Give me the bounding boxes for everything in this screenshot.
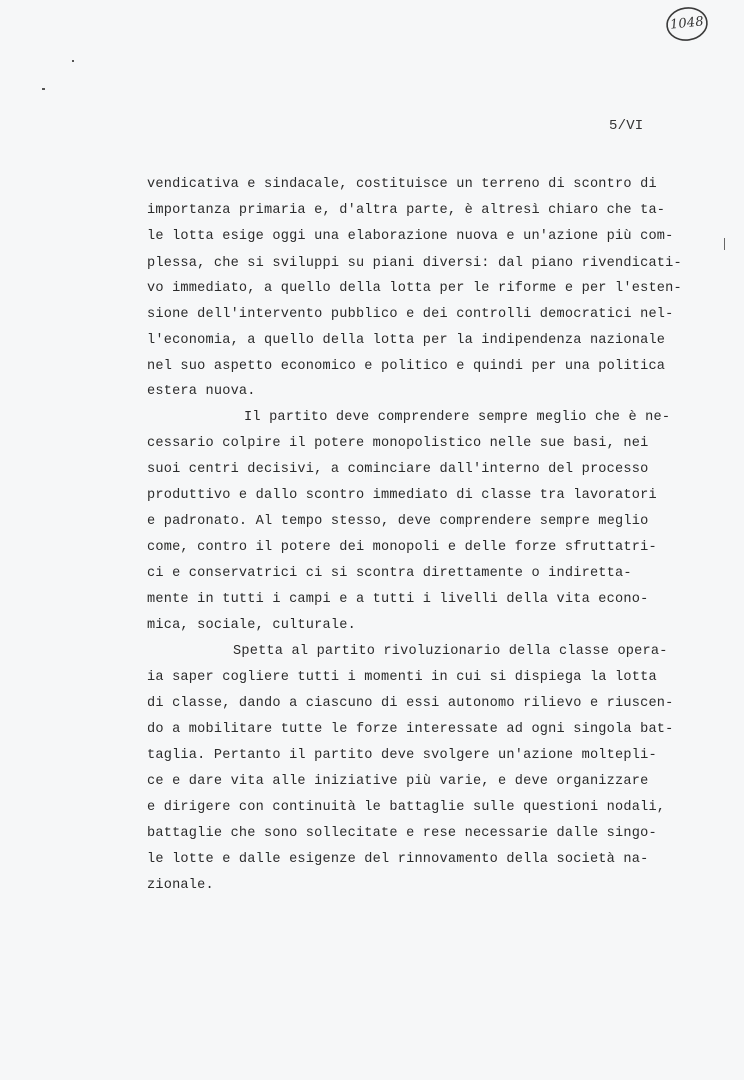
text-line: produttivo e dallo scontro immediato di classe tra lavoratori <box>147 488 657 503</box>
text-line: mente in tutti i campi e a tutti i livelli della vita econo- <box>147 592 649 607</box>
text-line: le lotta esige oggi una elaborazione nuova e un'azione più com- <box>147 229 674 244</box>
text-line: cessario colpire il potere monopolistico nelle sue basi, nei <box>147 436 649 451</box>
text-line: ia saper cogliere tutti i momenti in cui si dispiega la lotta <box>147 670 657 685</box>
scan-speck <box>72 60 74 62</box>
text-line: sione dell'intervento pubblico e dei controlli democratici nel- <box>147 307 674 322</box>
page-number: 5/VI <box>609 118 644 134</box>
text-line: come, contro il potere dei monopoli e delle forze sfruttatri- <box>147 540 657 555</box>
text-line: mica, sociale, culturale. <box>147 618 356 633</box>
folio-stamp <box>664 4 710 44</box>
text-line: e padronato. Al tempo stesso, deve comprendere sempre meglio <box>147 514 649 529</box>
text-line: l'economia, a quello della lotta per la indipendenza nazionale <box>147 333 666 348</box>
text-line: taglia. Pertanto il partito deve svolgere un'azione moltepli- <box>147 748 657 763</box>
text-line: importanza primaria e, d'altra parte, è altresì chiaro che ta- <box>147 203 666 218</box>
text-line: estera nuova. <box>147 384 256 399</box>
text-line: e dirigere con continuità le battaglie sulle questioni nodali, <box>147 800 666 815</box>
margin-mark <box>724 238 725 250</box>
text-line: ci e conservatrici ci si scontra direttamente o indiretta- <box>147 566 632 581</box>
folio-stamp-label: 1048 <box>669 14 705 33</box>
text-line: di classe, dando a ciascuno di essi autonomo rilievo e riuscen- <box>147 696 674 711</box>
text-line-indented: Il partito deve comprendere sempre meglio che è ne- <box>244 410 671 425</box>
text-line: do a mobilitare tutte le forze interessate ad ogni singola bat- <box>147 722 674 737</box>
text-line: nel suo aspetto economico e politico e quindi per una politica <box>147 359 666 374</box>
text-line: le lotte e dalle esigenze del rinnovamento della società na- <box>147 852 649 867</box>
text-line: battaglie che sono sollecitate e rese necessarie dalle singo- <box>147 826 657 841</box>
text-line: vo immediato, a quello della lotta per le riforme e per l'esten- <box>147 281 682 296</box>
text-line: ce e dare vita alle iniziative più varie, e deve organizzare <box>147 774 649 789</box>
text-line: zionale. <box>147 878 214 893</box>
scan-speck <box>42 88 45 90</box>
text-line-indented: Spetta al partito rivoluzionario della classe opera- <box>233 644 668 659</box>
text-line: vendicativa e sindacale, costituisce un terreno di scontro di <box>147 177 657 192</box>
text-line: suoi centri decisivi, a cominciare dall'interno del processo <box>147 462 649 477</box>
text-line: plessa, che si sviluppi su piani diversi: dal piano rivendicati- <box>147 256 682 271</box>
